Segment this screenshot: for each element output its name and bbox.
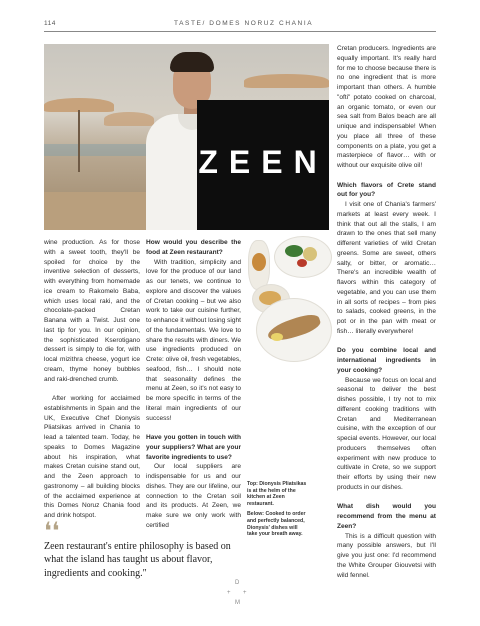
interview-question: How would you describe the food at Zeen restaurant? bbox=[146, 239, 241, 256]
photo-caption bbox=[247, 481, 307, 542]
logo-plus-left: + bbox=[227, 590, 231, 596]
interview-question: Do you combine local and international ingredients in your cooking? bbox=[337, 347, 436, 374]
lemon-wedge bbox=[271, 333, 283, 341]
interview-answer: Our local suppliers are indispensable for us and our dishes. They are our lifeline, our connection to the Cretan soil and its products. At Zeen, we make sure we only work with certified bbox=[146, 463, 241, 529]
header-rule bbox=[44, 31, 436, 32]
interview-question: Which flavors of Crete stand out for you? bbox=[337, 181, 436, 199]
article-column-2 bbox=[146, 238, 241, 531]
chef-photo bbox=[44, 44, 329, 230]
caption-below: Below: Cooked to order and perfectly balanced, Dionysis' dishes will take your breath away. bbox=[247, 511, 306, 538]
interview-question: What dish would you recommend from the menu at Zeen? bbox=[337, 503, 436, 530]
salad-greens bbox=[285, 245, 303, 257]
logo-letter-d: D bbox=[235, 580, 240, 586]
food-photo bbox=[247, 233, 332, 473]
article-column-1 bbox=[44, 238, 140, 521]
zeen-sign-text: ZEEN bbox=[198, 144, 328, 180]
page-header bbox=[44, 20, 436, 32]
logo-letter-m: M bbox=[235, 600, 240, 606]
interview-answer: With tradition, simplicity and love for the produce of our land as our tenets, we continue to explore and discover the values of Cretan cooking – but we also work to take our cuisine further, to enhance it without losing sight of the fundamentals. We love to share the results with diners. We use ingredients produced on Crete: olive oil, fresh vegetables, seafood, fish… I should note that seasonality defines the menu at Zeen, so it's not easy to be more specific in terms of the literal main ingredients of our success! bbox=[146, 258, 241, 422]
umbrella-pole bbox=[78, 110, 80, 172]
interview-answer: Because we focus on local and seasonal to deliver the best dishes possible, I try not to mix different cooking traditions with Cretan and Mediterranean cuisine, with the exception of our special events. However, our local producers themselves often experiment with new produce to cultivate in Crete, so we support their efforts by using their new products in our dishes. bbox=[337, 376, 436, 491]
interview-answer: This is a difficult question with many possible answers, but I'll give you just one: I'd recommend the White Grouper Giouvetsi with wild fennel. bbox=[337, 532, 436, 579]
logo-plus-right: + bbox=[243, 590, 247, 596]
section-title: TASTE/ DOMES NORUZ CHANIA bbox=[174, 20, 314, 27]
food-item bbox=[252, 253, 266, 271]
page-number: 114 bbox=[44, 20, 56, 27]
chef-hair bbox=[170, 52, 214, 72]
beach-umbrella bbox=[244, 74, 329, 88]
body-paragraph: wine production. As for those with a sweet tooth, they'll be spoiled for choice by the inventive selection of desserts, with everything from homemade ice cream to Rakomelo Baba, which uses local raki, and the chocolate-packed Cretan Banana with a Twist. Just one last tip for you. In our opinion, the sophisticated Kserotigano dessert is simply to die for, with local mizithra cheese, yogurt ice cream, thyme honey bubbles and raki-drenched crumb. bbox=[44, 239, 140, 383]
interview-answer: Cretan producers. Ingredients are equally important. It's really hard for me to choose because there is no one ingredient that is more important than others. A humble "ofti" potato cooked on charcoal, an organic tomato, or even our sea salt from Balos beach are all unique and indispensable! When you place all three of these components on a plate, you get a masterpiece of flavor… with or without our exquisite olive oil! bbox=[337, 45, 436, 169]
interview-question: Have you gotten in touch with your suppliers? What are your favorite ingredients to use? bbox=[146, 434, 241, 461]
body-paragraph: After working for acclaimed establishments in Spain and the UK, Executive Chef Dionysis Pliatsikas arrived in Chania to lead a talented team. Today, he speaks to Domes Magazine about his inspiration, what makes Cretan cuisine stand out, and the Zeen approach to gastronomy – all building blocks of the acclaimed experience at this Domes Noruz Chania food and drink hotspot. bbox=[44, 395, 140, 519]
domes-logo bbox=[224, 580, 254, 610]
article-column-4 bbox=[337, 44, 436, 580]
interview-answer: I visit one of Chania's farmers' markets at least every week. I think that out all the stalls, I am drawn to the ones that sell many different varieties of wild Cretan greens. Some are sweet, others salty, or bitter, or aromatic… There's an incredible wealth of flavors within this category of vegetable, and you can use them in all sorts of recipes – from pies to salads, cooked greens, in the pot or in the pan with meat or fish… literally everywhere! bbox=[337, 201, 436, 335]
quote-mark-icon: ❛❛ bbox=[44, 519, 60, 545]
zeen-sign bbox=[197, 100, 329, 230]
pull-quote: Zeen restaurant's entire philosophy is based on what the island has taught us about flavor, ingredients and cooking." bbox=[44, 541, 231, 579]
salad-tomato bbox=[297, 259, 307, 267]
caption-top: Top: Dionysis Pliatsikas is at the helm of the kitchen at Zeen restaurant. bbox=[247, 481, 307, 507]
